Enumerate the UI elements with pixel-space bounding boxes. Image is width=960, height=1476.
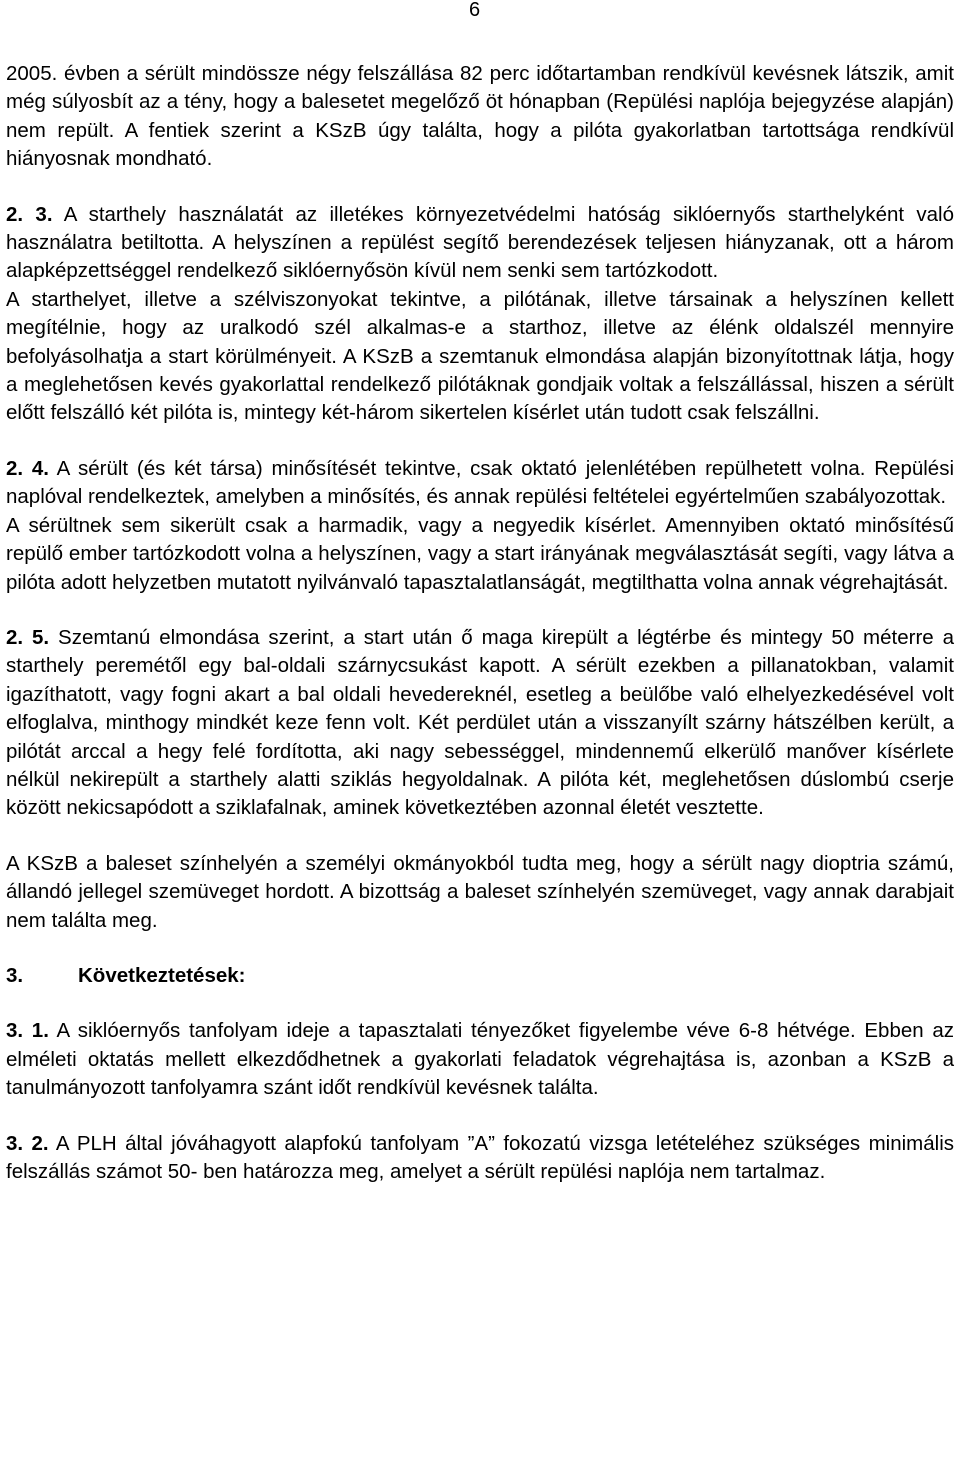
document-body [6,60,954,1186]
paragraph-text: A starthely használatát az illetékes környezetvédelmi hatóság siklóernyős starthelyként való használatra betiltotta. A helyszínen a repülést segítő berendezések teljesen hiányzanak, ott a három alapképzettséggel rendelkező siklóernyősön kívül nem senki sem tartózkodott. [6,202,954,283]
heading-number: 3. [6,963,24,987]
paragraph-kszb: A KSzB a baleset színhelyén a személyi okmányokból tudta meg, hogy a sérült nagy dioptria számú, állandó jellegel szemüveget hordott. A bizottság a baleset színhelyén szemüveget, vagy annak darabjait nem találta meg. [6,851,954,932]
paragraph-serultnek: A sérültnek sem sikerült csak a harmadik, vagy a negyedik kísérlet. Amennyiben oktató minősítésű repülő ember tartózkodott volna a helyszínen, vagy a start irányának megválasztását segíti, vagy látva a pilóta adott helyzetben mutatott nyilvánvaló tapasztalatlanságát, megtilthatta volna annak végrehajtását. [6,513,954,594]
paragraph-2-3 [6,201,954,286]
paragraph-text: A PLH által jóváhagyott alapfokú tanfolyam ”A” fokozatú vizsga letételéhez szükséges minimális felszállás számot 50- ben határozza meg, amelyet a sérült repülési naplója nem tartalmaz. [6,1131,955,1183]
paragraph-starthely: A starthelyet, illetve a szélviszonyokat tekintve, a pilótának, illetve társainak a helyszínen kellett megítélnie, hogy az uralkodó szél alkalmas-e a starthoz, illetve az élénk oldalszél mennyire befolyásolhatja a start körülményeit. A KSzB a szemtanuk elmondása alapján bizonyítottnak látja, hogy a meglehetősen kevés gyakorlattal rendelkező pilótáknak gondjaik voltak a felszállással, hiszen a sérült előtt felszálló két pilóta is, mintegy két-három sikertelen kísérlet után tudott csak felszállni. [6,287,954,425]
paragraph-intro: 2005. évben a sérült mindössze négy felszállása 82 perc időtartamban rendkívül kevésnek látszik, amit még súlyosbít az a tény, hogy a balesetet megelőző öt hónapban (Repülési naplója bejegyzése alapján) nem repült. A fentiek szerint a KSzB úgy találta, hogy a pilóta gyakorlatban tartottsága rendkívül hiányosnak mondható. [6,62,954,171]
section-number: 3. 2. [6,1131,49,1155]
paragraph-3-2 [6,1130,954,1187]
heading-title: Következtetések: [78,963,246,987]
paragraph-text: A sérült (és két társa) minősítését tekintve, csak oktató jelenlétében repülhetett volna. Repülési naplóval rendelkeztek, amelyben a minősítés, és annak repülési feltételei egyértelműen szabályozottak. [6,456,954,509]
page-number: 6 [469,0,481,21]
section-number: 2. 3. [6,202,53,226]
paragraph-2-4 [6,455,954,512]
paragraph-text: Szemtanú elmondása szerint, a start után ő maga kirepült a légtérbe és mintegy 50 méterre a starthely peremétől egy bal-oldali szárnycsukást kapott. A sérült ezekben a pillanatokban, valamit igazíthatott, vagy fogni akart a bal oldali hevedereknél, esetleg a beülőbe való elhelyezkedésével volt elfoglalva, minthogy mindkét keze fenn volt. Két perdület után a visszanyílt szárny hátszélben került, a pilótát arccal a hegy felé fordította, aki nagy sebességgel, mindennemű elkerülő manőver kísérlete nélkül nekirepült a starthely alatti sziklás hegyoldalnak. A pilóta két, meglehetősen dúslombú cserje között nekicsapódott a sziklafalnak, aminek következtében azonnal életét vesztette. [6,625,954,820]
section-number: 2. 4. [6,456,49,480]
paragraph-3-1 [6,1017,954,1102]
section-number: 3. 1. [6,1019,49,1043]
paragraph-2-5 [6,624,954,823]
section-heading-3 [6,962,954,990]
paragraph-text: A siklóernyős tanfolyam ideje a tapasztalati tényezőket figyelembe véve 6-8 hétvége. Ebben az elméleti oktatás mellett elkezdődhetnek a gyakorlati feladatok végrehajtása is, azonban a KSzB a tanulmányozott tanfolyamra szánt időt rendkívül kevésnek találta. [6,1019,955,1100]
section-number: 2. 5. [6,625,50,649]
